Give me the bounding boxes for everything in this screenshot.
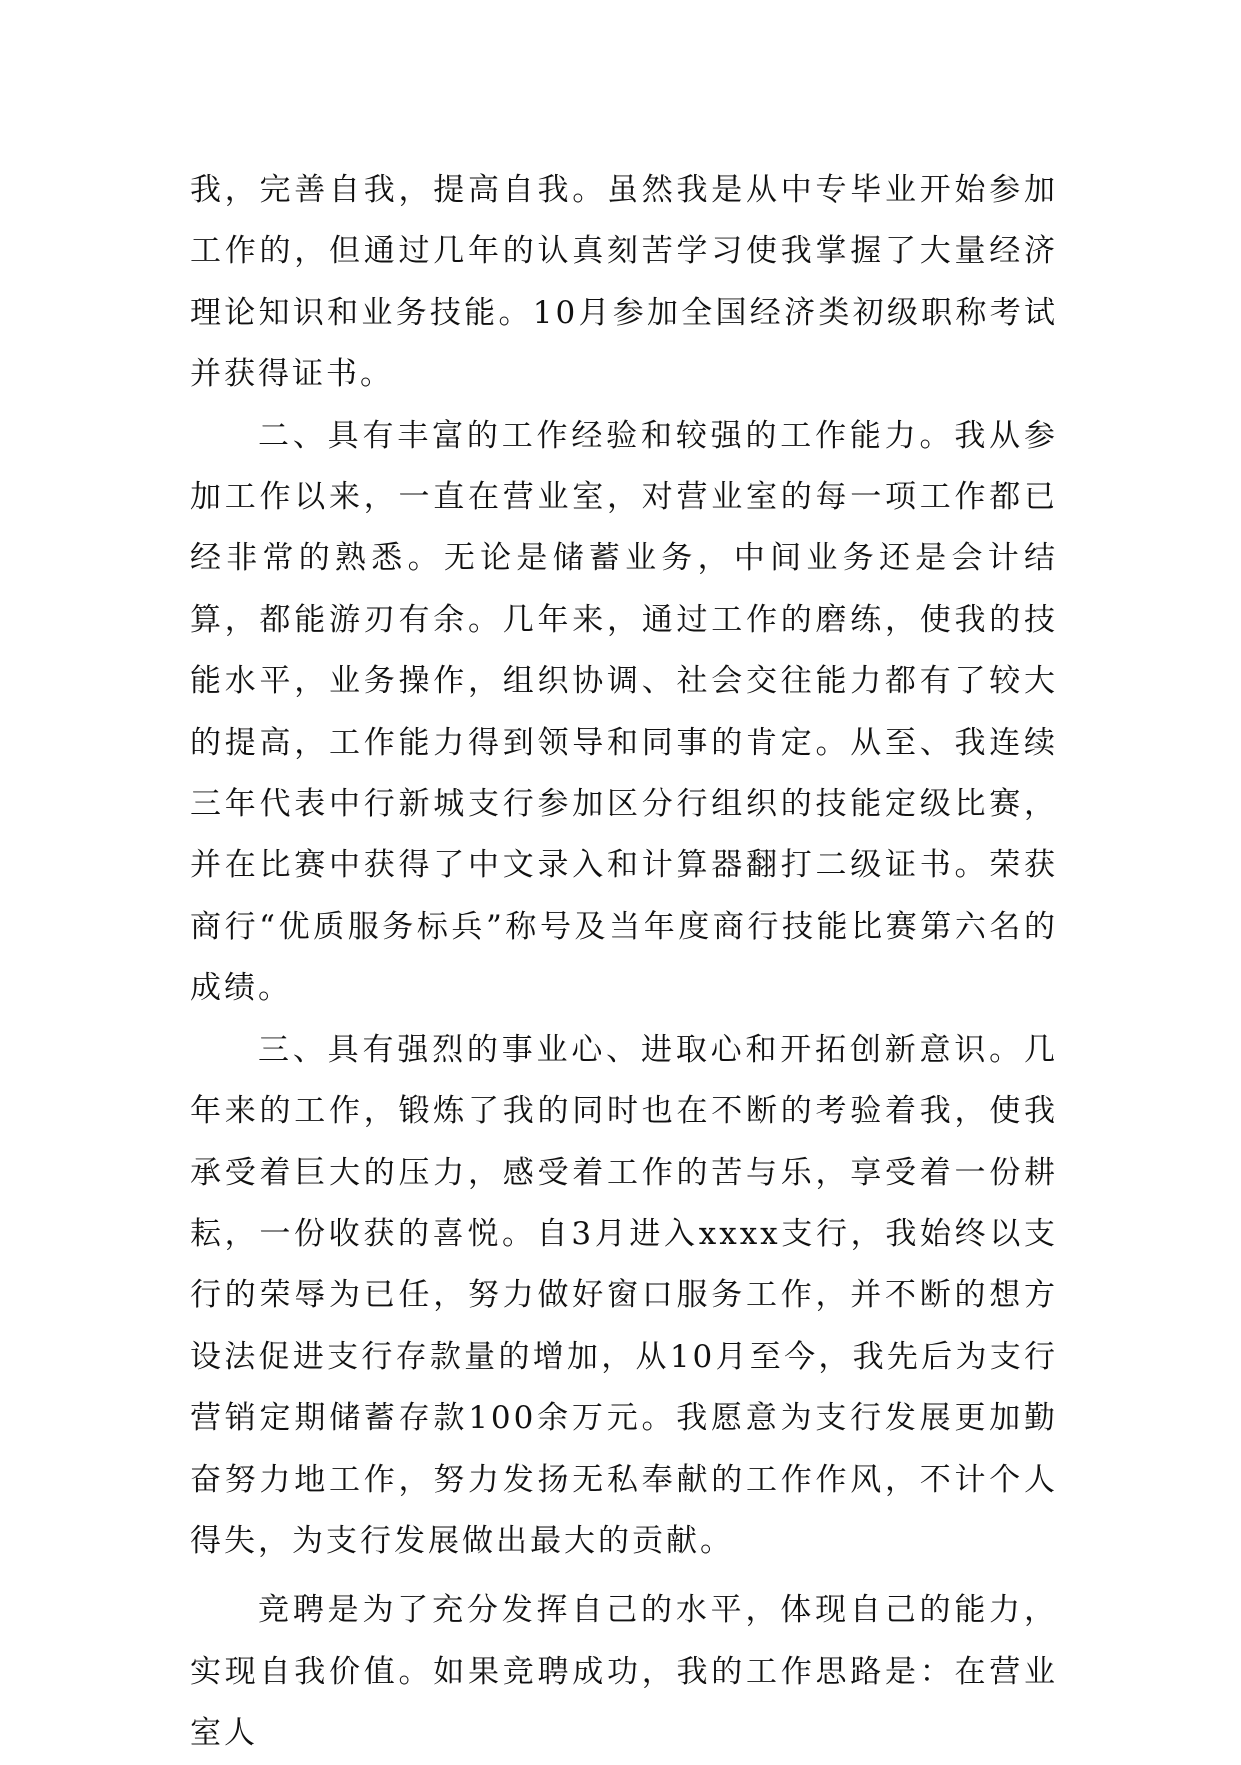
paragraph-continuation: 我，完善自我，提高自我。虽然我是从中专毕业开始参加工作的，但通过几年的认真刻苦学习使我掌握了大量经济理论知识和业务技能。10月参加全国经济类初级职称考试并获得证书。 [190,172,1058,393]
paragraph-ambition: 三、具有强烈的事业心、进取心和开拓创新意识。几年来的工作，锻炼了我的同时也在不断的考验着我，使我承受着巨大的压力，感受着工作的苦与乐，享受着一份耕耘，一份收获的喜悦。自3月进入xxxx支行，我始终以支行的荣辱为已任，努力做好窗口服务工作，并不断的想方设法促进支行存款量的增加，从10月至今，我先后为支行营销定期储蓄存款100余万元。我愿意为支行发展更加勤奋努力地工作，努力发扬无私奉献的工作作风，不计个人得失，为支行发展做出最大的贡献。 [190,1031,1058,1559]
paragraph-work-plan: 竞聘是为了充分发挥自己的水平，体现自己的能力，实现自我价值。如果竞聘成功，我的工作思路是：在营业室人 [190,1592,1058,1752]
document-body [190,160,1058,1765]
paragraph-experience: 二、具有丰富的工作经验和较强的工作能力。我从参加工作以来，一直在营业室，对营业室的每一项工作都已经非常的熟悉。无论是储蓄业务，中间业务还是会计结算，都能游刃有余。几年来，通过工作的磨练，使我的技能水平，业务操作，组织协调、社会交往能力都有了较大的提高，工作能力得到领导和同事的肯定。从至、我连续三年代表中行新城支行参加区分行组织的技能定级比赛，并在比赛中获得了中文录入和计算器翻打二级证书。荣获商行“优质服务标兵”称号及当年度商行技能比赛第六名的成绩。 [190,417,1058,1007]
